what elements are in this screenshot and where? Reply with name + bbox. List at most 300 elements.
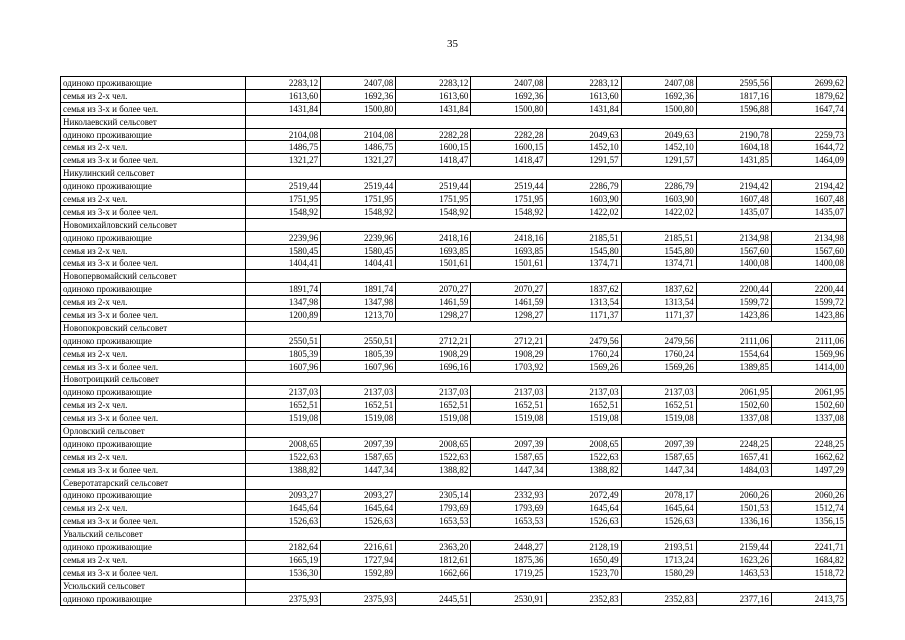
table-row bbox=[61, 502, 847, 515]
value-cell: 2241,71 bbox=[771, 541, 846, 554]
section-row bbox=[61, 579, 847, 592]
value-cell: 2097,39 bbox=[321, 437, 396, 450]
value-cell: 2259,73 bbox=[771, 128, 846, 141]
row-label: семья из 3-х и более чел. bbox=[61, 412, 246, 425]
value-cell: 1418,47 bbox=[471, 154, 546, 167]
value-cell: 1518,72 bbox=[771, 566, 846, 579]
value-cell: 1696,16 bbox=[396, 360, 471, 373]
section-row bbox=[61, 373, 847, 386]
value-cell: 1727,94 bbox=[321, 553, 396, 566]
value-cell: 1692,36 bbox=[471, 89, 546, 102]
value-cell: 1347,98 bbox=[246, 296, 321, 309]
value-cell: 2137,03 bbox=[321, 386, 396, 399]
value-cell: 1400,08 bbox=[771, 257, 846, 270]
value-cell: 2286,79 bbox=[621, 180, 696, 193]
section-title: Николаевский сельсовет bbox=[61, 115, 246, 128]
value-cell: 1500,80 bbox=[321, 102, 396, 115]
value-cell: 2104,08 bbox=[321, 128, 396, 141]
value-cell: 1837,62 bbox=[546, 283, 621, 296]
value-cell: 1645,64 bbox=[321, 502, 396, 515]
value-cell: 1388,82 bbox=[396, 463, 471, 476]
value-cell: 1298,27 bbox=[396, 309, 471, 322]
value-cell: 1501,61 bbox=[396, 257, 471, 270]
section-filler bbox=[246, 528, 847, 541]
value-cell: 1522,63 bbox=[246, 450, 321, 463]
value-cell: 1431,84 bbox=[246, 102, 321, 115]
value-cell: 1713,24 bbox=[621, 553, 696, 566]
row-label: одиноко проживающие bbox=[61, 77, 246, 90]
table-row bbox=[61, 399, 847, 412]
value-cell: 2061,95 bbox=[771, 386, 846, 399]
value-cell: 1604,18 bbox=[696, 141, 771, 154]
value-cell: 1388,82 bbox=[546, 463, 621, 476]
value-cell: 1652,51 bbox=[321, 399, 396, 412]
value-cell: 2137,03 bbox=[546, 386, 621, 399]
section-filler bbox=[246, 115, 847, 128]
value-cell: 1337,08 bbox=[771, 412, 846, 425]
value-cell: 2008,65 bbox=[546, 437, 621, 450]
value-cell: 1837,62 bbox=[621, 283, 696, 296]
value-cell: 2363,20 bbox=[396, 541, 471, 554]
value-cell: 2248,25 bbox=[771, 437, 846, 450]
value-cell: 1321,27 bbox=[321, 154, 396, 167]
table-row bbox=[61, 257, 847, 270]
value-cell: 1653,53 bbox=[396, 515, 471, 528]
row-label: семья из 3-х и более чел. bbox=[61, 566, 246, 579]
value-cell: 1580,45 bbox=[321, 244, 396, 257]
value-cell: 2097,39 bbox=[621, 437, 696, 450]
table-row bbox=[61, 244, 847, 257]
row-label: одиноко проживающие bbox=[61, 128, 246, 141]
value-cell: 2519,44 bbox=[321, 180, 396, 193]
value-cell: 2078,17 bbox=[621, 489, 696, 502]
value-cell: 1805,39 bbox=[246, 347, 321, 360]
value-cell: 2248,25 bbox=[696, 437, 771, 450]
row-label: семья из 2-х чел. bbox=[61, 502, 246, 515]
value-cell: 1603,90 bbox=[621, 193, 696, 206]
value-cell: 1388,82 bbox=[246, 463, 321, 476]
value-cell: 1580,29 bbox=[621, 566, 696, 579]
value-cell: 1592,89 bbox=[321, 566, 396, 579]
value-cell: 1554,64 bbox=[696, 347, 771, 360]
value-cell: 1817,16 bbox=[696, 89, 771, 102]
value-cell: 1760,24 bbox=[621, 347, 696, 360]
value-cell: 2283,12 bbox=[396, 77, 471, 90]
value-cell: 1431,84 bbox=[396, 102, 471, 115]
row-label: семья из 3-х и более чел. bbox=[61, 257, 246, 270]
value-cell: 2407,08 bbox=[621, 77, 696, 90]
row-label: одиноко проживающие bbox=[61, 386, 246, 399]
value-cell: 1662,66 bbox=[396, 566, 471, 579]
page-number: 35 bbox=[447, 38, 458, 50]
row-label: семья из 3-х и более чел. bbox=[61, 309, 246, 322]
value-cell: 2193,51 bbox=[621, 541, 696, 554]
value-cell: 1486,75 bbox=[321, 141, 396, 154]
value-cell: 2200,44 bbox=[771, 283, 846, 296]
value-cell: 1657,41 bbox=[696, 450, 771, 463]
value-cell: 2377,16 bbox=[696, 592, 771, 605]
value-cell: 1569,26 bbox=[621, 360, 696, 373]
value-cell: 1548,92 bbox=[246, 205, 321, 218]
value-cell: 2061,95 bbox=[696, 386, 771, 399]
value-cell: 1447,34 bbox=[621, 463, 696, 476]
value-cell: 1652,51 bbox=[246, 399, 321, 412]
value-cell: 1526,63 bbox=[621, 515, 696, 528]
value-cell: 1545,80 bbox=[546, 244, 621, 257]
value-cell: 2352,83 bbox=[546, 592, 621, 605]
value-cell: 1400,08 bbox=[696, 257, 771, 270]
table-row bbox=[61, 309, 847, 322]
value-cell: 1447,34 bbox=[471, 463, 546, 476]
value-cell: 2407,08 bbox=[321, 77, 396, 90]
section-title: Новопокровский сельсовет bbox=[61, 321, 246, 334]
value-cell: 2712,21 bbox=[471, 334, 546, 347]
value-cell: 1291,57 bbox=[546, 154, 621, 167]
value-cell: 1613,60 bbox=[396, 89, 471, 102]
value-cell: 1500,80 bbox=[471, 102, 546, 115]
value-cell: 1908,29 bbox=[396, 347, 471, 360]
value-cell: 2418,16 bbox=[471, 231, 546, 244]
value-cell: 1389,85 bbox=[696, 360, 771, 373]
value-cell: 1613,60 bbox=[546, 89, 621, 102]
value-cell: 1567,60 bbox=[696, 244, 771, 257]
value-cell: 2049,63 bbox=[621, 128, 696, 141]
value-cell: 1569,96 bbox=[771, 347, 846, 360]
value-cell: 1652,51 bbox=[396, 399, 471, 412]
section-title: Увальский сельсовет bbox=[61, 528, 246, 541]
value-cell: 1684,82 bbox=[771, 553, 846, 566]
value-cell: 2332,93 bbox=[471, 489, 546, 502]
value-cell: 1645,64 bbox=[246, 502, 321, 515]
value-cell: 1404,41 bbox=[246, 257, 321, 270]
value-cell: 2550,51 bbox=[321, 334, 396, 347]
value-cell: 1891,74 bbox=[321, 283, 396, 296]
value-cell: 1607,48 bbox=[771, 193, 846, 206]
value-cell: 2072,49 bbox=[546, 489, 621, 502]
value-cell: 2519,44 bbox=[396, 180, 471, 193]
value-cell: 1751,95 bbox=[396, 193, 471, 206]
section-row bbox=[61, 425, 847, 438]
value-cell: 1607,48 bbox=[696, 193, 771, 206]
value-cell: 1812,61 bbox=[396, 553, 471, 566]
value-cell: 1435,07 bbox=[771, 205, 846, 218]
table-body bbox=[61, 77, 847, 606]
value-cell: 1587,65 bbox=[471, 450, 546, 463]
value-cell: 2445,51 bbox=[396, 592, 471, 605]
row-label: семья из 3-х и более чел. bbox=[61, 102, 246, 115]
section-filler bbox=[246, 321, 847, 334]
value-cell: 1891,74 bbox=[246, 283, 321, 296]
value-cell: 1751,95 bbox=[246, 193, 321, 206]
value-cell: 1623,26 bbox=[696, 553, 771, 566]
value-cell: 1431,85 bbox=[696, 154, 771, 167]
value-cell: 1522,63 bbox=[396, 450, 471, 463]
table-row bbox=[61, 463, 847, 476]
value-cell: 1519,08 bbox=[321, 412, 396, 425]
value-cell: 1567,60 bbox=[771, 244, 846, 257]
row-label: семья из 2-х чел. bbox=[61, 296, 246, 309]
table-row bbox=[61, 231, 847, 244]
value-cell: 1337,08 bbox=[696, 412, 771, 425]
value-cell: 1313,54 bbox=[546, 296, 621, 309]
section-filler bbox=[246, 270, 847, 283]
value-cell: 1431,84 bbox=[546, 102, 621, 115]
row-label: одиноко проживающие bbox=[61, 334, 246, 347]
table-row bbox=[61, 193, 847, 206]
table-row bbox=[61, 296, 847, 309]
value-cell: 2049,63 bbox=[546, 128, 621, 141]
section-row bbox=[61, 270, 847, 283]
table-row bbox=[61, 592, 847, 605]
value-cell: 1805,39 bbox=[321, 347, 396, 360]
value-cell: 2137,03 bbox=[246, 386, 321, 399]
table-row bbox=[61, 102, 847, 115]
row-label: семья из 2-х чел. bbox=[61, 450, 246, 463]
table-row bbox=[61, 283, 847, 296]
section-title: Усюльский сельсовет bbox=[61, 579, 246, 592]
value-cell: 1486,75 bbox=[246, 141, 321, 154]
value-cell: 1662,62 bbox=[771, 450, 846, 463]
value-cell: 2070,27 bbox=[396, 283, 471, 296]
value-cell: 2418,16 bbox=[396, 231, 471, 244]
row-label: одиноко проживающие bbox=[61, 231, 246, 244]
value-cell: 2008,65 bbox=[246, 437, 321, 450]
section-filler bbox=[246, 167, 847, 180]
section-filler bbox=[246, 218, 847, 231]
section-row bbox=[61, 476, 847, 489]
value-cell: 2111,06 bbox=[696, 334, 771, 347]
table-row bbox=[61, 128, 847, 141]
table-row bbox=[61, 412, 847, 425]
value-cell: 2407,08 bbox=[471, 77, 546, 90]
table-row bbox=[61, 154, 847, 167]
table-row bbox=[61, 89, 847, 102]
value-cell: 1545,80 bbox=[621, 244, 696, 257]
value-cell: 1751,95 bbox=[471, 193, 546, 206]
value-cell: 2352,83 bbox=[621, 592, 696, 605]
value-cell: 1607,96 bbox=[321, 360, 396, 373]
value-cell: 1501,61 bbox=[471, 257, 546, 270]
value-cell: 2305,14 bbox=[396, 489, 471, 502]
value-cell: 2550,51 bbox=[246, 334, 321, 347]
value-cell: 1580,45 bbox=[246, 244, 321, 257]
value-cell: 1652,51 bbox=[621, 399, 696, 412]
value-cell: 1519,08 bbox=[546, 412, 621, 425]
value-cell: 1548,92 bbox=[321, 205, 396, 218]
table-row bbox=[61, 386, 847, 399]
table-row bbox=[61, 347, 847, 360]
value-cell: 2375,93 bbox=[321, 592, 396, 605]
value-cell: 1875,36 bbox=[471, 553, 546, 566]
value-cell: 1523,70 bbox=[546, 566, 621, 579]
value-cell: 1645,64 bbox=[621, 502, 696, 515]
value-cell: 2060,26 bbox=[771, 489, 846, 502]
section-title: Орловский сельсовет bbox=[61, 425, 246, 438]
value-cell: 1461,59 bbox=[396, 296, 471, 309]
value-cell: 1760,24 bbox=[546, 347, 621, 360]
value-cell: 2093,27 bbox=[246, 489, 321, 502]
value-cell: 2134,98 bbox=[771, 231, 846, 244]
value-cell: 1422,02 bbox=[546, 205, 621, 218]
value-cell: 2137,03 bbox=[621, 386, 696, 399]
subsistence-table bbox=[60, 76, 847, 606]
row-label: одиноко проживающие bbox=[61, 592, 246, 605]
row-label: семья из 2-х чел. bbox=[61, 347, 246, 360]
value-cell: 1599,72 bbox=[771, 296, 846, 309]
value-cell: 1650,49 bbox=[546, 553, 621, 566]
value-cell: 1447,34 bbox=[321, 463, 396, 476]
value-cell: 1512,74 bbox=[771, 502, 846, 515]
value-cell: 1452,10 bbox=[621, 141, 696, 154]
row-label: семья из 2-х чел. bbox=[61, 399, 246, 412]
row-label: семья из 2-х чел. bbox=[61, 193, 246, 206]
value-cell: 1613,60 bbox=[246, 89, 321, 102]
value-cell: 1423,86 bbox=[771, 309, 846, 322]
value-cell: 1519,08 bbox=[396, 412, 471, 425]
table-row bbox=[61, 180, 847, 193]
value-cell: 1502,60 bbox=[696, 399, 771, 412]
value-cell: 1414,00 bbox=[771, 360, 846, 373]
value-cell: 1435,07 bbox=[696, 205, 771, 218]
value-cell: 1703,92 bbox=[471, 360, 546, 373]
row-label: семья из 3-х и более чел. bbox=[61, 205, 246, 218]
section-title: Северотатарский сельсовет bbox=[61, 476, 246, 489]
value-cell: 2699,62 bbox=[771, 77, 846, 90]
value-cell: 1291,57 bbox=[621, 154, 696, 167]
value-cell: 2413,75 bbox=[771, 592, 846, 605]
row-label: семья из 2-х чел. bbox=[61, 89, 246, 102]
value-cell: 1526,63 bbox=[546, 515, 621, 528]
row-label: семья из 3-х и более чел. bbox=[61, 360, 246, 373]
value-cell: 1423,86 bbox=[696, 309, 771, 322]
section-title: Новопервомайский сельсовет bbox=[61, 270, 246, 283]
value-cell: 1587,65 bbox=[321, 450, 396, 463]
value-cell: 1213,70 bbox=[321, 309, 396, 322]
value-cell: 1600,15 bbox=[471, 141, 546, 154]
table-row bbox=[61, 141, 847, 154]
value-cell: 1519,08 bbox=[471, 412, 546, 425]
value-cell: 1501,53 bbox=[696, 502, 771, 515]
value-cell: 1653,53 bbox=[471, 515, 546, 528]
value-cell: 2283,12 bbox=[546, 77, 621, 90]
value-cell: 2200,44 bbox=[696, 283, 771, 296]
value-cell: 1463,53 bbox=[696, 566, 771, 579]
value-cell: 1519,08 bbox=[621, 412, 696, 425]
value-cell: 1600,15 bbox=[396, 141, 471, 154]
table-row bbox=[61, 77, 847, 90]
value-cell: 1452,10 bbox=[546, 141, 621, 154]
value-cell: 2239,96 bbox=[246, 231, 321, 244]
value-cell: 2134,98 bbox=[696, 231, 771, 244]
value-cell: 1719,25 bbox=[471, 566, 546, 579]
value-cell: 1347,98 bbox=[321, 296, 396, 309]
value-cell: 1374,71 bbox=[621, 257, 696, 270]
value-cell: 1418,47 bbox=[396, 154, 471, 167]
value-cell: 2182,64 bbox=[246, 541, 321, 554]
table-row bbox=[61, 553, 847, 566]
value-cell: 1519,08 bbox=[246, 412, 321, 425]
value-cell: 1464,09 bbox=[771, 154, 846, 167]
value-cell: 2111,06 bbox=[771, 334, 846, 347]
value-cell: 1645,64 bbox=[546, 502, 621, 515]
section-title: Новомихайловский сельсовет bbox=[61, 218, 246, 231]
row-label: семья из 3-х и более чел. bbox=[61, 515, 246, 528]
value-cell: 1298,27 bbox=[471, 309, 546, 322]
value-cell: 2712,21 bbox=[396, 334, 471, 347]
table-row bbox=[61, 450, 847, 463]
table-row bbox=[61, 360, 847, 373]
value-cell: 1652,51 bbox=[471, 399, 546, 412]
value-cell: 1171,37 bbox=[621, 309, 696, 322]
row-label: одиноко проживающие bbox=[61, 180, 246, 193]
section-filler bbox=[246, 579, 847, 592]
row-label: одиноко проживающие bbox=[61, 437, 246, 450]
value-cell: 1751,95 bbox=[321, 193, 396, 206]
value-cell: 1536,30 bbox=[246, 566, 321, 579]
value-cell: 1502,60 bbox=[771, 399, 846, 412]
value-cell: 1693,85 bbox=[471, 244, 546, 257]
value-cell: 2060,26 bbox=[696, 489, 771, 502]
value-cell: 1599,72 bbox=[696, 296, 771, 309]
value-cell: 1908,29 bbox=[471, 347, 546, 360]
value-cell: 1313,54 bbox=[621, 296, 696, 309]
value-cell: 1336,16 bbox=[696, 515, 771, 528]
section-row bbox=[61, 167, 847, 180]
value-cell: 2479,56 bbox=[621, 334, 696, 347]
value-cell: 2375,93 bbox=[246, 592, 321, 605]
value-cell: 2595,56 bbox=[696, 77, 771, 90]
row-label: одиноко проживающие bbox=[61, 489, 246, 502]
table-row bbox=[61, 566, 847, 579]
row-label: семья из 3-х и более чел. bbox=[61, 463, 246, 476]
value-cell: 2104,08 bbox=[246, 128, 321, 141]
section-title: Никулинский сельсовет bbox=[61, 167, 246, 180]
value-cell: 1321,27 bbox=[246, 154, 321, 167]
value-cell: 1652,51 bbox=[546, 399, 621, 412]
value-cell: 2194,42 bbox=[696, 180, 771, 193]
table-row bbox=[61, 437, 847, 450]
value-cell: 2286,79 bbox=[546, 180, 621, 193]
value-cell: 1526,63 bbox=[246, 515, 321, 528]
value-cell: 1587,65 bbox=[621, 450, 696, 463]
value-cell: 2448,27 bbox=[471, 541, 546, 554]
value-cell: 1603,90 bbox=[546, 193, 621, 206]
value-cell: 1647,74 bbox=[771, 102, 846, 115]
value-cell: 1171,37 bbox=[546, 309, 621, 322]
value-cell: 1665,19 bbox=[246, 553, 321, 566]
table-row bbox=[61, 334, 847, 347]
value-cell: 1692,36 bbox=[621, 89, 696, 102]
value-cell: 1879,62 bbox=[771, 89, 846, 102]
section-filler bbox=[246, 476, 847, 489]
value-cell: 2159,44 bbox=[696, 541, 771, 554]
value-cell: 2479,56 bbox=[546, 334, 621, 347]
value-cell: 2097,39 bbox=[471, 437, 546, 450]
value-cell: 2190,78 bbox=[696, 128, 771, 141]
value-cell: 2519,44 bbox=[471, 180, 546, 193]
value-cell: 1548,92 bbox=[396, 205, 471, 218]
value-cell: 2194,42 bbox=[771, 180, 846, 193]
table-row bbox=[61, 515, 847, 528]
value-cell: 1500,80 bbox=[621, 102, 696, 115]
value-cell: 1522,63 bbox=[546, 450, 621, 463]
section-filler bbox=[246, 425, 847, 438]
table-row bbox=[61, 205, 847, 218]
value-cell: 2185,51 bbox=[621, 231, 696, 244]
section-row bbox=[61, 115, 847, 128]
row-label: одиноко проживающие bbox=[61, 283, 246, 296]
table-row bbox=[61, 541, 847, 554]
